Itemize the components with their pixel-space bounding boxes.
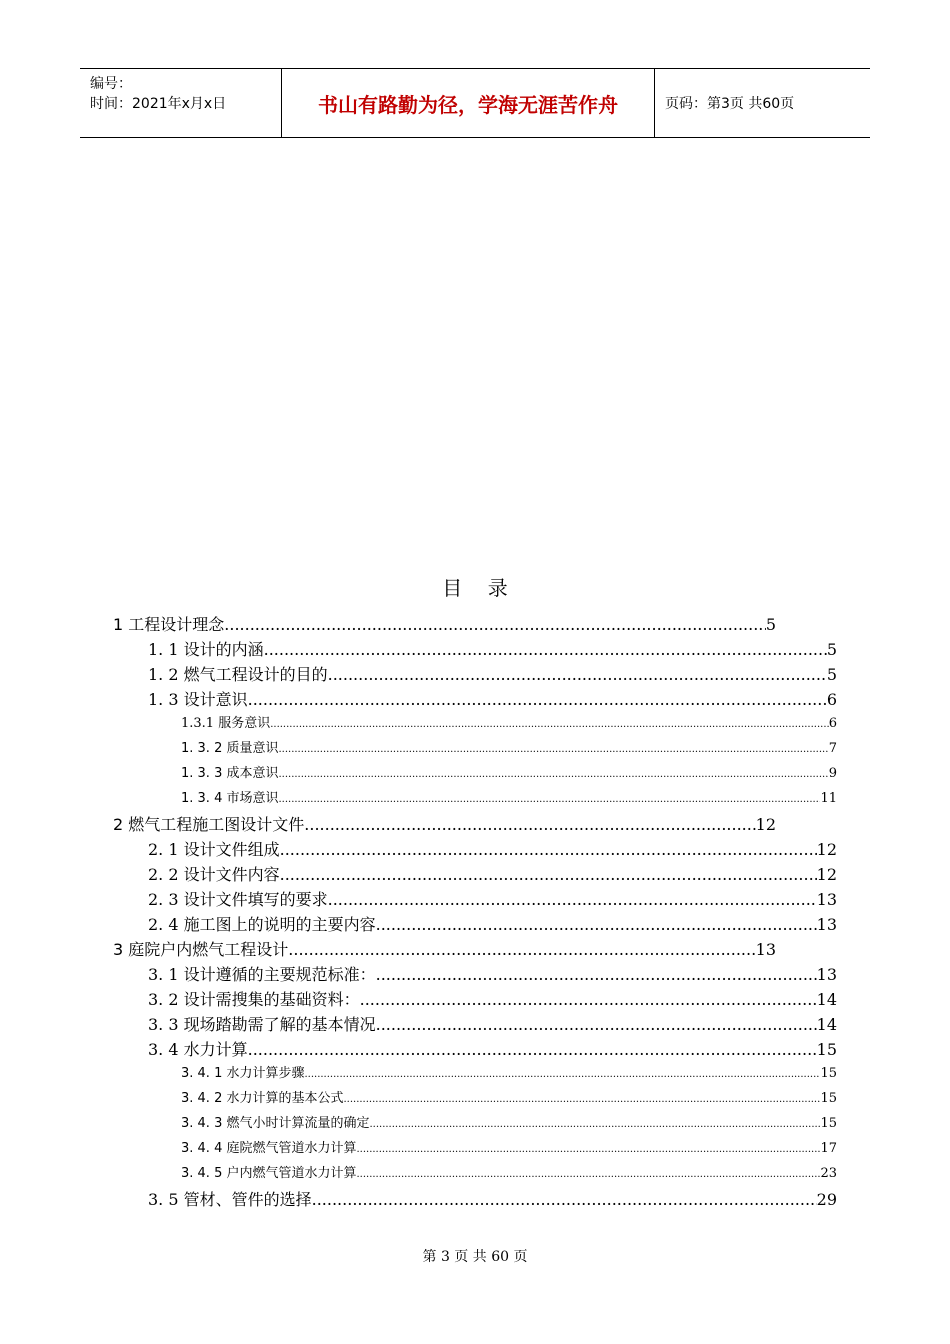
toc-entry[interactable] — [148, 987, 837, 1010]
toc-entry-page: 13 — [816, 915, 837, 934]
toc-entry-page: 11 — [820, 791, 837, 806]
toc-title: 目 录 — [442, 576, 508, 600]
toc-entry-text: 1. 3 设计意识 — [148, 690, 248, 709]
toc-entry[interactable] — [148, 662, 837, 685]
toc-entry-text: 1 工程设计理念 — [113, 615, 225, 634]
toc-entry-text: 1. 2 燃气工程设计的目的 — [148, 665, 328, 684]
toc-entry[interactable] — [148, 887, 837, 910]
toc-entry[interactable] — [181, 1162, 837, 1181]
toc-entry-text: 1. 1 设计的内涵 — [148, 640, 264, 659]
toc-entry-text: 3. 4. 2 水力计算的基本公式 — [181, 1091, 344, 1106]
toc-entry-text: 3. 2 设计需搜集的基础资料： — [148, 990, 360, 1009]
toc-entry-text: 3. 5 管材、管件的选择 — [148, 1190, 312, 1209]
page-info: 页码：第3页 共60页 — [665, 96, 795, 112]
toc-entry-page: 5 — [826, 665, 837, 684]
toc-entry-page: 13 — [816, 965, 837, 984]
toc-entry-text: 2. 3 设计文件填写的要求 — [148, 890, 328, 909]
page-header — [80, 68, 870, 138]
toc-entry-page: 9 — [828, 766, 837, 781]
toc-entry-page: 15 — [820, 1116, 837, 1131]
header-middle-cell — [282, 69, 655, 137]
toc-entry-page: 23 — [820, 1166, 837, 1181]
toc-entry-page: 15 — [820, 1066, 837, 1081]
toc-entry-page: 15 — [816, 1040, 837, 1059]
toc-entry-page: 17 — [820, 1141, 837, 1156]
toc-entry-page: 13 — [816, 890, 837, 909]
toc-entry-text: 3. 3 现场踏勘需了解的基本情况 — [148, 1015, 376, 1034]
motto: 书山有路勤为径，学海无涯苦作舟 — [318, 92, 618, 117]
toc-entry[interactable] — [181, 737, 837, 756]
toc-entry-text: 1. 3. 2 质量意识 — [181, 741, 279, 756]
toc-entry-page: 13 — [755, 940, 776, 959]
toc-entry-page: 15 — [820, 1091, 837, 1106]
toc-entry[interactable] — [148, 862, 837, 885]
toc-entry-page: 12 — [816, 840, 837, 859]
toc-entry-page: 7 — [828, 741, 837, 756]
toc-entry[interactable] — [148, 1187, 837, 1210]
toc-entry-text: 3. 4. 5 户内燃气管道水力计算 — [181, 1166, 357, 1181]
toc-entry[interactable] — [181, 762, 837, 781]
toc-entry[interactable] — [148, 1012, 837, 1035]
toc-entry-page: 6 — [828, 716, 837, 731]
toc-entry[interactable] — [148, 912, 837, 935]
toc-entry-text: 2. 4 施工图上的说明的主要内容 — [148, 915, 376, 934]
toc-entry[interactable] — [181, 787, 837, 806]
toc-entry[interactable] — [181, 1087, 837, 1106]
page-footer: 第 3 页 共 60 页 — [422, 1249, 528, 1265]
toc-entry-text: 3. 4. 3 燃气小时计算流量的确定 — [181, 1116, 370, 1131]
toc-entry-page: 12 — [755, 815, 776, 834]
toc-entry[interactable] — [181, 1062, 837, 1081]
toc-entry-page: 5 — [765, 615, 776, 634]
toc-entry-text: 3. 4. 1 水力计算步骤 — [181, 1066, 305, 1081]
toc-entry-text: 1.3.1 服务意识 — [181, 716, 271, 731]
toc-entry[interactable] — [148, 687, 837, 710]
toc-entry[interactable] — [181, 712, 837, 731]
toc-entry-text: 2 燃气工程施工图设计文件 — [113, 815, 305, 834]
time-label: 时间：2021年x月x日 — [90, 96, 227, 112]
toc-entry-text: 3. 4. 4 庭院燃气管道水力计算 — [181, 1141, 357, 1156]
toc-entry-page: 14 — [816, 990, 837, 1009]
toc-entry[interactable] — [113, 612, 776, 635]
toc-entry-text: 3. 4 水力计算 — [148, 1040, 248, 1059]
toc-entry[interactable] — [148, 962, 837, 985]
toc-entry[interactable] — [181, 1112, 837, 1131]
toc-entry[interactable] — [113, 937, 776, 960]
toc-entry-page: 6 — [826, 690, 837, 709]
header-right-cell — [655, 69, 870, 137]
toc-entry-page: 14 — [816, 1015, 837, 1034]
toc-entry[interactable] — [148, 1037, 837, 1060]
header-left-cell — [80, 69, 282, 137]
toc-entry-text: 1. 3. 3 成本意识 — [181, 766, 279, 781]
toc-entry-text: 3. 1 设计遵循的主要规范标准： — [148, 965, 376, 984]
toc-entry-page: 5 — [826, 640, 837, 659]
number-label: 编号： — [90, 76, 132, 92]
toc-entry[interactable] — [148, 837, 837, 860]
toc-entry[interactable] — [113, 812, 776, 835]
toc-entry-text: 2. 1 设计文件组成 — [148, 840, 280, 859]
toc-entry[interactable] — [181, 1137, 837, 1156]
toc-entry-page: 29 — [816, 1190, 837, 1209]
toc-entry-page: 12 — [816, 865, 837, 884]
toc-entry-text: 1. 3. 4 市场意识 — [181, 791, 279, 806]
toc-entry[interactable] — [148, 637, 837, 660]
toc-entry-text: 3 庭院户内燃气工程设计 — [113, 940, 289, 959]
toc-entry-text: 2. 2 设计文件内容 — [148, 865, 280, 884]
